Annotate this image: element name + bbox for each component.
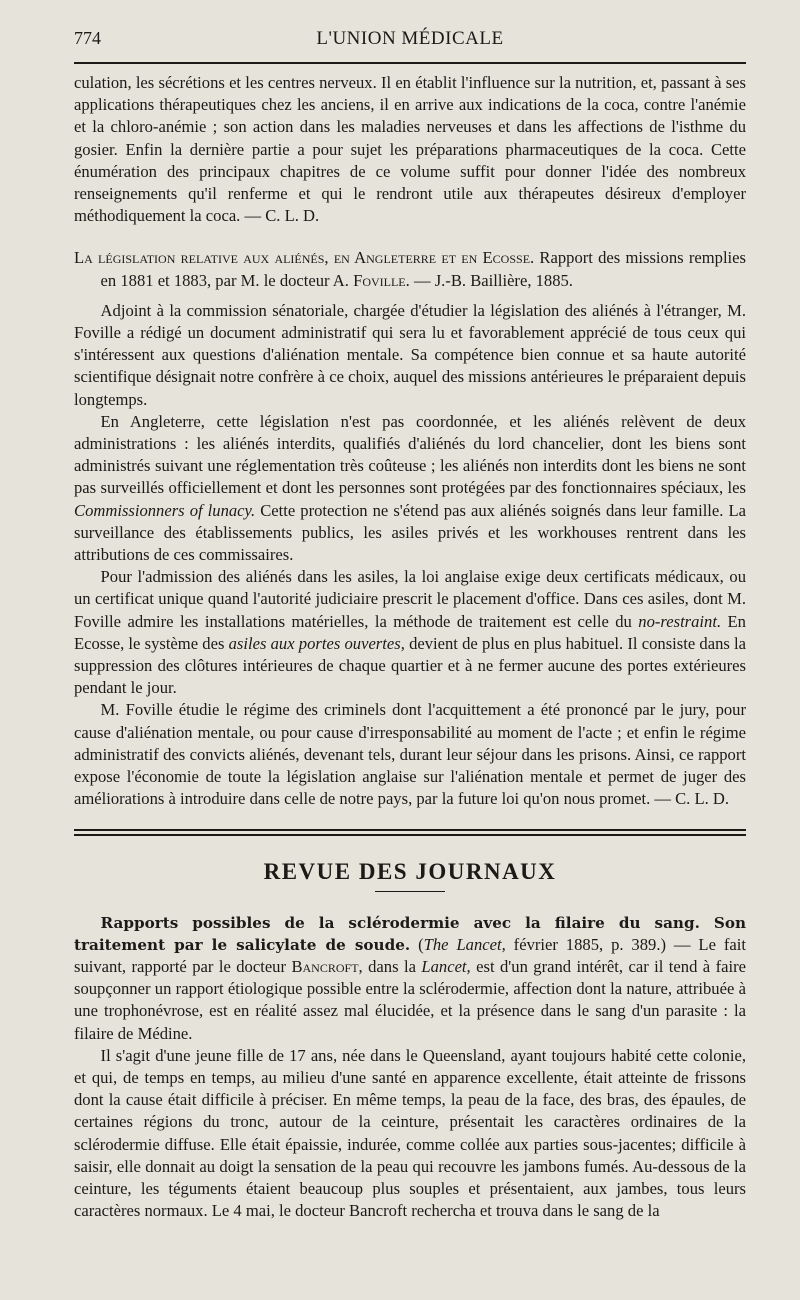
article-paragraph-1-rest: est d'un grand intérêt, car il tend à faire soupçonner un rapport étiologique possible entre la sclérodermie, affection dont la nature, attribuée à une trophonévrose, est en réalité assez mal élucidée, et la présence dans le sang d'un parasite : la filaire de Médine. bbox=[74, 956, 746, 1043]
header-rule bbox=[74, 62, 746, 64]
journal-article bbox=[74, 912, 746, 1223]
page-number: 774 bbox=[74, 28, 101, 48]
paragraph-2-text-b: Cette protection ne s'étend pas aux aliénés soignés dans leur famille. La surveillance des établissements publics, les asiles privés et les workhouses rentrent dans les attributions de ces commissaires. bbox=[74, 500, 746, 565]
heading-underline bbox=[375, 891, 445, 892]
book-publisher: . — J.-B. Baillière, 1885. bbox=[405, 270, 573, 290]
review-paragraph-1: Adjoint à la commission sénatoriale, chargée d'étudier la législation des aliénés à l'étranger, M. Foville a rédigé un document administratif qui sera lu et favorablement apprécié de tous ceux qui s'intéressent aux questions d'aliénation mentale. Sa compétence bien connue et sa haute autorité scientifique désignait notre confrère à ce choix, auquel des missions antérieures le préparaient depuis longtemps. bbox=[74, 300, 746, 409]
journal-title: L'UNION MÉDICALE bbox=[316, 28, 504, 49]
article-title: Rapports possibles de la sclérodermie avec la filaire du sang. Son traitement par le salicylate de soude. bbox=[74, 913, 746, 954]
book-subtitle: Rapport des missions remplies en 1881 et 1883, par M. le docteur A. bbox=[100, 248, 746, 290]
article-paragraph-1 bbox=[74, 912, 746, 1045]
review-paragraph-4: M. Foville étudie le régime des criminels dont l'acquittement a été prononcé par le jury, pour cause d'aliénation mentale, ou pour cause d'irresponsabilité au moment de l'acte ; et enfin le régime administratif des convicts aliénés, devenant tels, durant leur séjour dans les prisons. Ainsi, ce rapport expose l'économie de toute la législation anglaise sur l'aliénation mentale et permet de juger des améliorations à introduire dans celle de notre pays, par la future loi qu'on nous promet. — C. L. D. bbox=[74, 700, 746, 809]
section-heading: REVUE DES JOURNAUX bbox=[263, 858, 557, 884]
paragraph-3-text-c: devient de plus en plus habituel. Il consiste dans la suppression des clôtures intérieures de chaque quartier et à ne fermer aucune des portes extérieures pendant le jour. bbox=[74, 633, 747, 698]
citation-open: ( bbox=[418, 934, 424, 954]
section-divider bbox=[74, 829, 746, 839]
running-header bbox=[74, 24, 746, 54]
paragraph-2-text-a: En Angleterre, cette législation n'est pas coordonnée, et les aliénés relèvent de deux administrations : les aliénés interdits, qualifiés d'aliénés du lord chancelier, dont les biens sont administrés suivant une réglementation très coûteuse ; les aliénés non interdits dont les biens ne sont pas surveillés officiellement et dont les personnes sont protégées par des fonctionnaires spéciaux, les bbox=[74, 411, 746, 498]
review-paragraph-3 bbox=[74, 566, 746, 699]
article-author: Bancroft bbox=[291, 956, 359, 976]
paragraph-3-text-b: En Ecosse, le système des bbox=[74, 611, 746, 653]
book-reference bbox=[74, 247, 746, 291]
article-paragraph-2: Il s'agit d'une jeune fille de 17 ans, née dans le Queensland, ayant toujours habité cette colonie, et qui, de temps en temps, au milieu d'une santé en apparence excellente, était atteinte de frissons dont la cause était difficile à préciser. En même temps, la peau de la face, des bras, des épaules, de certaines régions du tronc, autour de la ceinture, présentait les caractères ordinaires de la sclérodermie diffuse. Elle était épaissie, indurée, comme collée aux parties sous-jacentes; difficile à saisir, elle donnait au doigt la sensation de la peau qui recouvre les jambons fumés. Au-dessous de la ceinture, les téguments étaient beaucoup plus souples et présentaient, aux jambes, tous leurs caractères normaux. Le 4 mai, le docteur Bancroft rechercha et trouva dans le sang de la bbox=[74, 1045, 746, 1221]
intro-paragraph: culation, les sécrétions et les centres nerveux. Il en établit l'influence sur la nutrition, et, passant à ses applications thérapeutiques chez les anciens, il en arrive aux indications de la coca, contre l'anémie et la chloro-anémie ; son action dans les maladies nerveuses et dans les affections de l'isthme du gosier. Enfin la dernière partie a pour sujet les préparations pharmaceutiques de la coca. Cette énumération des principaux chapitres de ce volume suffit pour donner l'idée des nombreux renseignements qu'il renferme et qui le rendront utile aux thérapeutes désireux d'employer méthodiquement la coca. — C. L. D. bbox=[74, 73, 746, 226]
intro-section bbox=[74, 72, 746, 227]
citation-rest: février 1885, p. 389.) — Le fait suivant, rapporté par le docteur bbox=[74, 934, 746, 976]
review-paragraph-2 bbox=[74, 411, 746, 566]
no-restraint-italic: no-restraint. bbox=[638, 611, 722, 631]
after-author: , dans la bbox=[358, 956, 416, 976]
paragraph-3-text-a: Pour l'admission des aliénés dans les asiles, la loi anglaise exige deux certificats médicaux, ou un certificat unique quand l'autorité judiciaire prescrit le placement d'office. Dans ces asiles, dont M. Foville admire les installations matérielles, la méthode de traitement est celle du bbox=[74, 567, 746, 631]
review-body bbox=[74, 300, 746, 811]
commissioners-italic: Commissionners of lunacy. bbox=[74, 500, 256, 520]
open-door-italic: asiles aux portes ouvertes, bbox=[228, 633, 405, 653]
lancet-italic: Lancet, bbox=[421, 956, 471, 976]
book-title: La législation relative aux aliénés, en Angleterre et en Ecosse. bbox=[74, 248, 535, 268]
citation-journal: The Lancet, bbox=[423, 934, 506, 954]
book-author: Foville bbox=[353, 270, 406, 290]
